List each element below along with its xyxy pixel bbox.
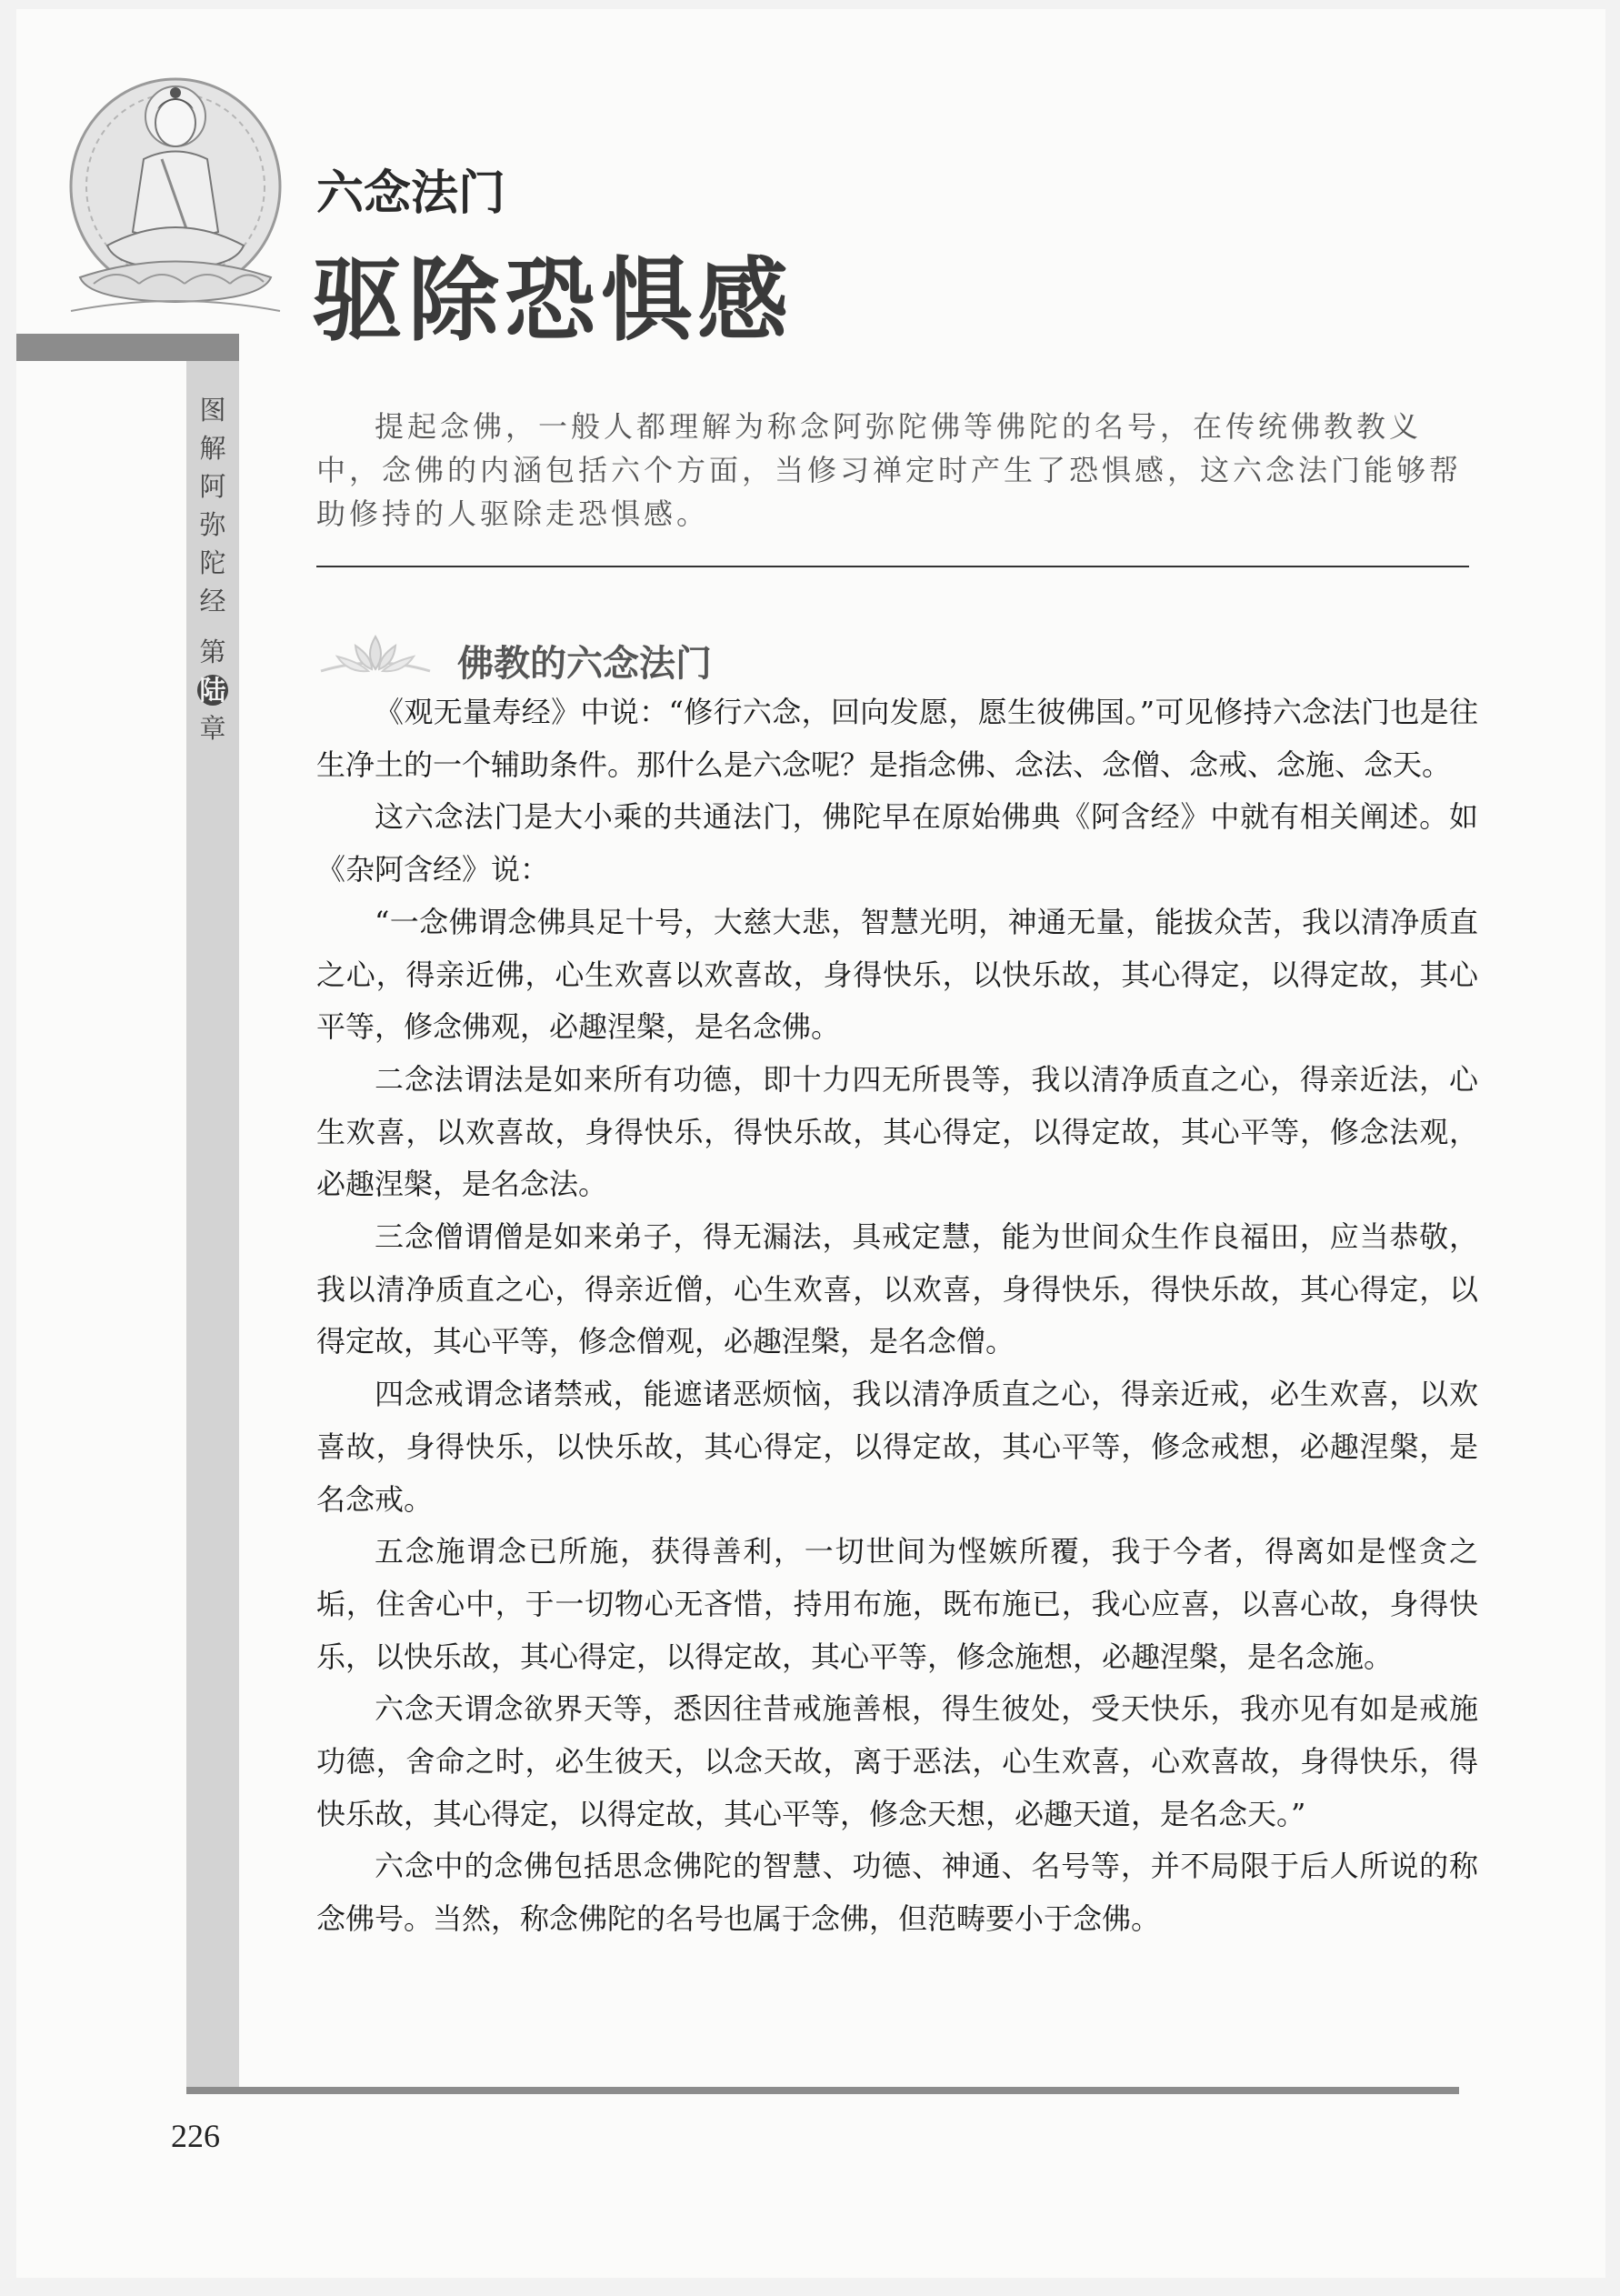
intro-paragraph: 提起念佛，一般人都理解为称念阿弥陀佛等佛陀的名号，在传统佛教教义中，念佛的内涵包括六个方面，当修习禅定时产生了恐惧感，这六念法门能够帮助修持的人驱除走恐惧感。 bbox=[316, 409, 1463, 531]
book-page bbox=[16, 9, 1605, 2278]
sidebar-chapter-suffix: 章 bbox=[199, 713, 226, 744]
header-bar bbox=[16, 334, 239, 361]
sidebar-char: 图 bbox=[199, 395, 226, 426]
body-text bbox=[316, 687, 1478, 1946]
body-paragraph: 三念僧谓僧是如来弟子，得无漏法，具戒定慧，能为世间众生作良福田，应当恭敬，我以清净质直之心，得亲近僧，心生欢喜，以欢喜，身得快乐，得快乐故，其心得定，以得定故，其心平等，修念僧观，必趣涅槃，是名念僧。 bbox=[316, 1219, 1478, 1359]
sidebar-char: 解 bbox=[199, 433, 226, 464]
footer-bar bbox=[186, 2087, 1459, 2094]
section-heading-text: 佛教的六念法门 bbox=[457, 643, 712, 685]
body-paragraph: 六念中的念佛包括思念佛陀的智慧、功德、神通、名号等，并不局限于后人所说的称念佛号。当然，称念佛陀的名号也属于念佛，但范畴要小于念佛。 bbox=[316, 1849, 1478, 1937]
body-paragraph: “一念佛谓念佛具足十号，大慈大悲，智慧光明，神通无量，能拔众苦，我以清净质直之心，得亲近佛，心生欢喜以欢喜故，身得快乐，以快乐故，其心得定，以得定故，其心平等，修念佛观，必趣涅槃，是名念佛。 bbox=[316, 904, 1478, 1045]
sidebar-char: 阿 bbox=[199, 471, 226, 502]
sidebar-char: 陀 bbox=[199, 547, 226, 578]
divider-rule bbox=[316, 566, 1469, 567]
page-number: 226 bbox=[171, 2118, 220, 2154]
buddha-illustration bbox=[53, 73, 298, 327]
body-paragraph: 四念戒谓念诸禁戒，能遮诸恶烦恼，我以清净质直之心，得亲近戒，必生欢喜，以欢喜故，身得快乐，以快乐故，其心得定，以得定故，其心平等，修念戒想，必趣涅槃，是名念戒。 bbox=[316, 1377, 1478, 1517]
sidebar-chapter-number: 陆 bbox=[197, 675, 228, 706]
body-paragraph: 《观无量寿经》中说：“修行六念，回向发愿，愿生彼佛国。”可见修持六念法门也是往生净土的一个辅助条件。那什么是六念呢？是指念佛、念法、念僧、念戒、念施、念天。 bbox=[316, 695, 1478, 782]
body-paragraph: 这六念法门是大小乘的共通法门，佛陀早在原始佛典《阿含经》中就有相关阐述。如《杂阿含经》说： bbox=[316, 799, 1478, 887]
body-paragraph: 二念法谓法是如来所有功德，即十力四无所畏等，我以清净质直之心，得亲近法，心生欢喜，以欢喜故，身得快乐，得快乐故，其心得定，以得定故，其心平等，修念法观，必趣涅槃，是名念法。 bbox=[316, 1061, 1478, 1202]
sidebar-chapter-prefix: 第 bbox=[199, 637, 226, 667]
page-title: 驱除恐惧感 bbox=[312, 246, 794, 354]
sidebar-char: 弥 bbox=[199, 509, 226, 540]
body-paragraph: 六念天谓念欲界天等，悉因往昔戒施善根，得生彼处，受天快乐，我亦见有如是戒施功德，舍命之时，必生彼天，以念天故，离于恶法，心生欢喜，心欢喜故，身得快乐，得快乐故，其心得定，以得定故，其心平等，修念天想，必趣天道，是名念天。” bbox=[316, 1691, 1478, 1831]
sidebar-book-title bbox=[195, 391, 231, 747]
sidebar-char: 经 bbox=[199, 586, 226, 617]
page-subtitle: 六念法门 bbox=[316, 165, 506, 221]
body-paragraph: 五念施谓念已所施，获得善利，一切世间为悭嫉所覆，我于今者，得离如是悭贪之垢，住舍心中，于一切物心无吝惜，持用布施，既布施已，我心应喜，以喜心故，身得快乐，以快乐故，其心得定，以得定故，其心平等，修念施想，必趣涅槃，是名念施。 bbox=[316, 1534, 1478, 1674]
lotus-icon bbox=[312, 627, 439, 682]
